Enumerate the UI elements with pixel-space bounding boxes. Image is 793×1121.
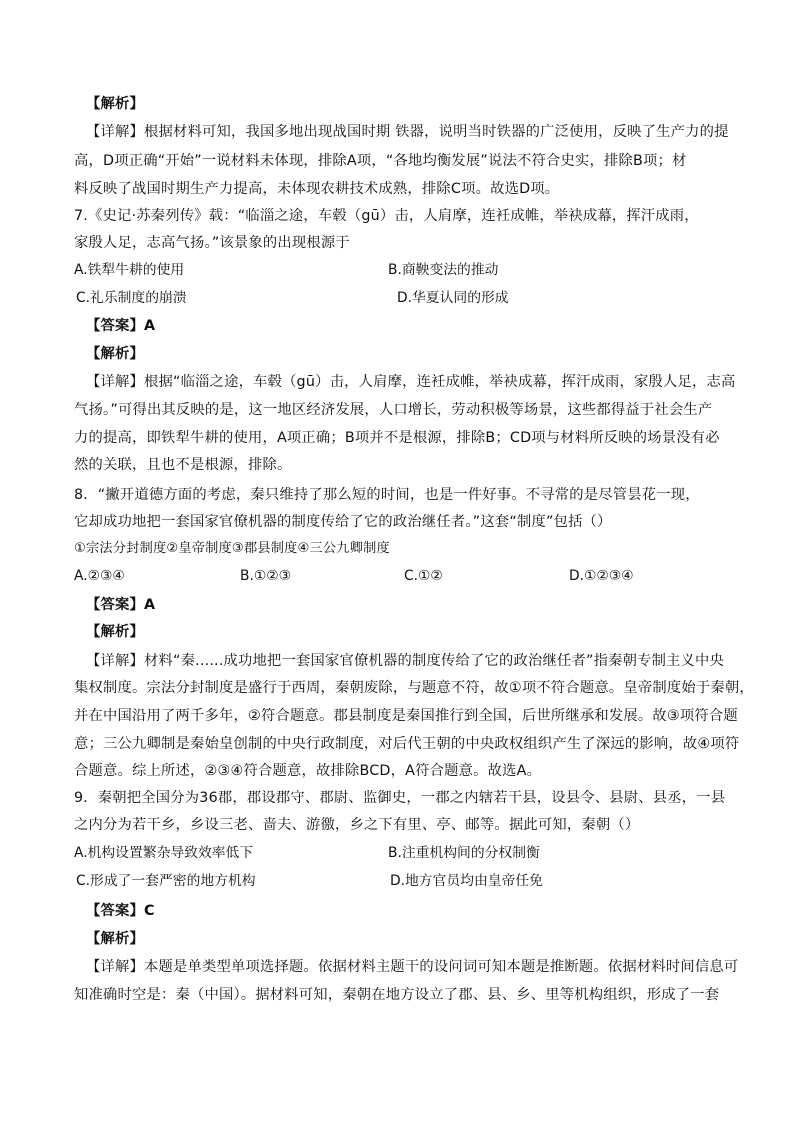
q7-detail-line-2: 气扬。”可得出其反映的是，这一地区经济发展，人口增长，劳动积极等场景，这些都得益于社会生产: [74, 402, 713, 418]
q8-sub-options: ①宗法分封制度②皇帝制度③郡县制度④三公九卿制度: [74, 541, 390, 556]
q7-option-c: C.礼乐制度的崩溃: [76, 290, 187, 306]
q8-answer: 【答案】A: [86, 597, 156, 613]
q8-detail-line-5: 合题意。综上所述，②③④符合题意，故排除BCD，A符合题意。故选A。: [74, 763, 542, 779]
q7-option-b: B.商鞅变法的推动: [388, 262, 499, 278]
q7-answer: 【答案】A: [86, 318, 156, 334]
q8-option-d: D.①②③④: [569, 568, 634, 584]
q8-detail-line-2: 集权制度。宗法分封制度是盛行于西周，秦朝废除，与题意不符，故①项不符合题意。皇帝制度始于秦朝，: [74, 680, 754, 696]
q9-detail-line-2: 知准确时空是：秦（中国）。据材料可知，秦朝在地方设立了郡、县、乡、里等机构组织，形成了一套: [74, 987, 720, 1003]
q7-stem-line-1: 7.《史记·苏秦列传》载：“临淄之途，车毂（gū）击，人肩摩，连衽成帷，举袂成幕，挥汗成雨，: [74, 208, 699, 224]
q8-stem-line-2: 它却成功地把一套国家官僚机器的制度传给了它的政治继任者。”这套“制度”包括（）: [74, 514, 612, 530]
q9-detail-line-1: 【详解】本题是单类型单项选择题。依据材料主题干的设问词可知本题是推断题。依据材料时间信息可: [86, 959, 739, 975]
q7-detail-line-4: 然的关联，且也不是根源，排除。: [74, 457, 292, 473]
q8-option-a: A.②③④: [74, 568, 125, 584]
q7-stem-line-2: 家殷人足，志高气扬。”该景象的出现根源于: [74, 235, 350, 251]
q8-detail-line-1: 【详解】材料“秦......成功地把一套国家官僚机器的制度传给了它的政治继任者”指秦朝专制主义中央: [86, 653, 725, 669]
q8-option-c: C.①②: [404, 568, 443, 584]
q7-option-d: D.华夏认同的形成: [397, 290, 509, 306]
q8-stem-line-1: 8．“撇开道德方面的考虑，秦只维持了那么短的时间，也是一件好事。不寻常的是尽管昙花一现，: [74, 487, 700, 503]
q9-option-a: A.机构设置繁杂导致效率低下: [74, 845, 254, 861]
q9-stem-line-2: 之内分为若干乡，乡设三老、啬夫、游徼，乡之下有里、亭、邮等。据此可知，秦朝（）: [74, 817, 640, 833]
q9-option-c: C.形成了一套严密的地方机构: [76, 873, 256, 889]
q7-detail-line-1: 【详解】根据“临淄之途，车毂（gū）击，人肩摩，连衽成帷，举袂成幕，挥汗成雨，家殷人足，志高: [86, 374, 736, 390]
q7-analysis-label: 【解析】: [86, 346, 144, 362]
q8-analysis-label: 【解析】: [86, 624, 144, 640]
q9-answer: 【答案】C: [86, 903, 155, 919]
q8-option-b: B.①②③: [240, 568, 291, 584]
q6-analysis-label: 【解析】: [86, 96, 144, 112]
q8-detail-line-3: 并在中国沿用了两千多年，②符合题意。郡县制度是秦国推行到全国，后世所继承和发展。故③项符合题: [74, 708, 738, 724]
q6-detail-line-3: 料反映了战国时期生产力提高，未体现农耕技术成熟，排除C项。故选D项。: [74, 181, 560, 197]
q6-detail-line-2: 高，D项正确“开始”一说材料未体现，排除A项，“各地均衡发展”说法不符合史实，排除B项；材: [74, 153, 687, 169]
q6-detail-line-1: 【详解】根据材料可知，我国多地出现战国时期 铁器，说明当时铁器的广泛使用，反映了生产力的提: [86, 124, 729, 140]
q9-option-b: B.注重机构间的分权制衡: [388, 845, 540, 861]
q9-stem-line-1: 9．秦朝把全国分为36郡，郡设郡守、郡尉、监御史，一郡之内辖若干县，设县令、县尉、县丞，一县: [74, 790, 726, 806]
q7-detail-line-3: 力的提高，即铁犁牛耕的使用，A项正确；B项并不是根源，排除B；CD项与材料所反映的场景没有必: [74, 430, 720, 446]
q9-analysis-label: 【解析】: [86, 931, 144, 947]
q7-option-a: A.铁犁牛耕的使用: [74, 262, 185, 278]
q9-option-d: D.地方官员均由皇帝任免: [390, 873, 543, 889]
q8-detail-line-4: 意；三公九卿制是秦始皇创制的中央行政制度，对后代王朝的中央政权组织产生了深远的影响，故④项符: [74, 736, 740, 752]
